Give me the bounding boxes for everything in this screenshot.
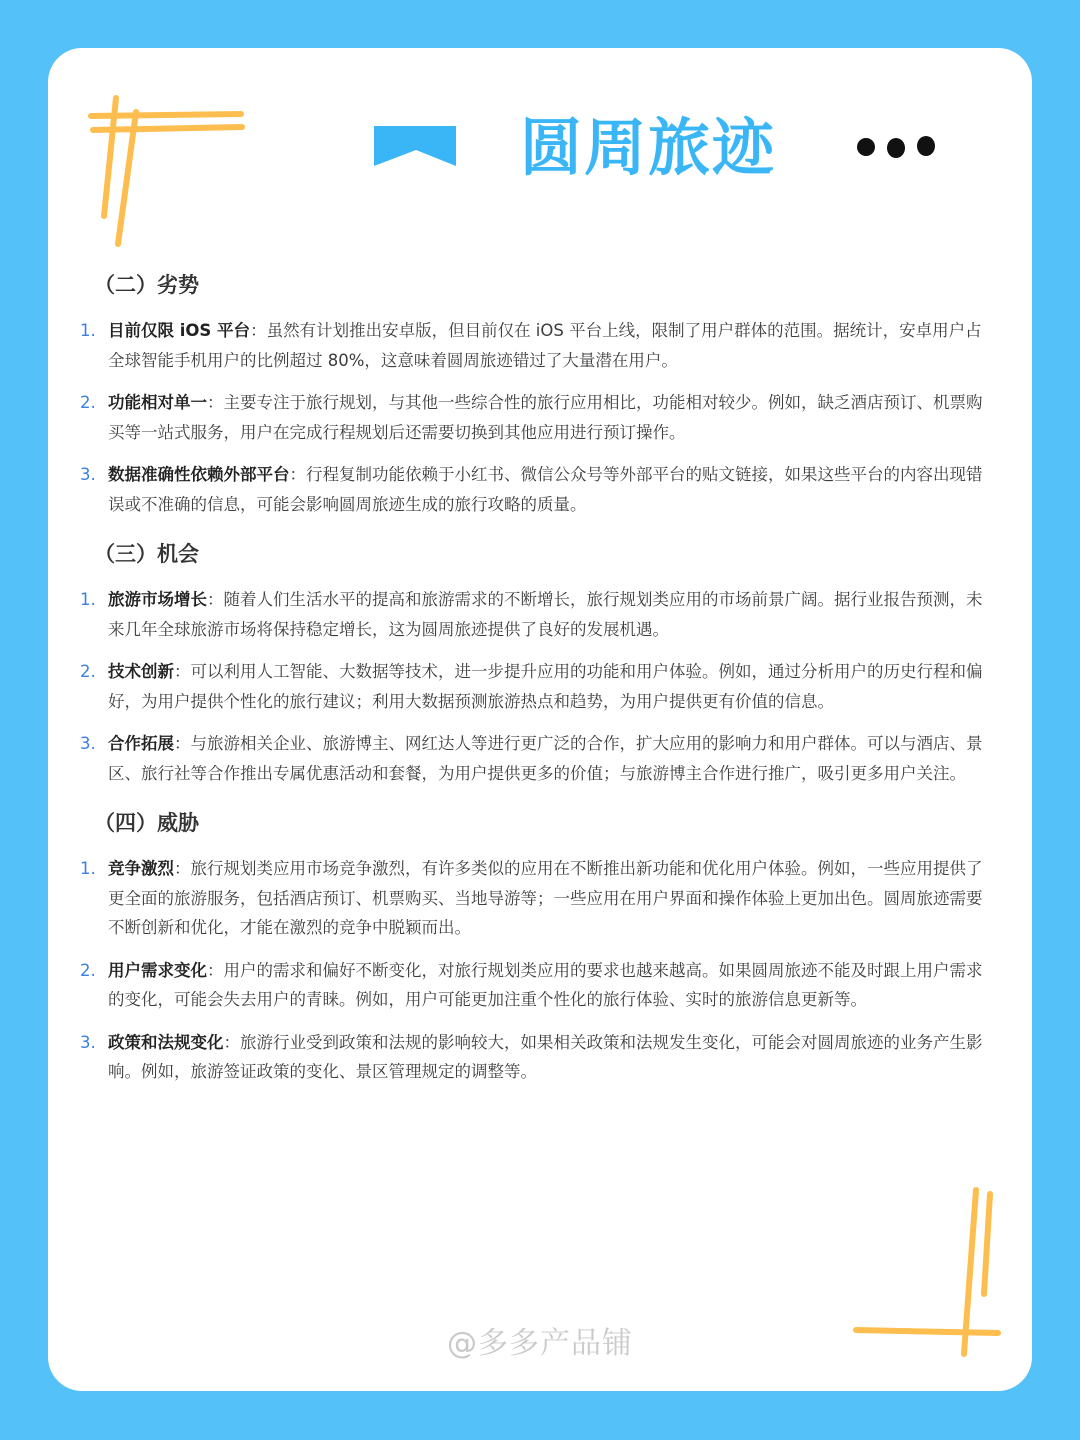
item-number: 2. [80,662,96,681]
item-text: 旅行规划类应用市场竞争激烈，有许多类似的应用在不断推出新功能和优化用户体验。例如，一些应用提供了更全面的旅游服务，包括酒店预订、机票购买、当地导游等；一些应用在用户界面和操作体验上更加出色。圆周旅迹需要不断创新和优化，才能在激烈的竞争中脱颖而出。 [108,859,983,937]
list-item [80,657,996,716]
section-title: （三）机会 [94,542,199,566]
item-lead: 技术创新 [108,662,174,681]
item-sep: ： [289,465,306,484]
item-lead: 功能相对单一 [108,393,207,412]
item-number: 3. [80,734,96,753]
ellipsis-icon [857,136,935,158]
section-title: （二）劣势 [94,273,199,297]
item-text: 随着人们生活水平的提高和旅游需求的不断增长，旅行规划类应用的市场前景广阔。据行业报告预测，未来几年全球旅游市场将保持稳定增长，这为圆周旅迹提供了良好的发展机遇。 [108,590,983,639]
item-lead: 目前仅限 iOS 平台 [108,321,251,340]
list-item [80,956,996,1015]
item-text: 可以利用人工智能、大数据等技术，进一步提升应用的功能和用户体验。例如，通过分析用户的历史行程和偏好，为用户提供个性化的旅行建议；利用大数据预测旅游热点和趋势，为用户提供更有价值的信息。 [108,662,983,711]
section-opportunities [80,537,996,788]
item-number: 1. [80,590,96,609]
item-number: 2. [80,960,96,980]
top-left-hash-decoration [91,98,242,244]
item-text: 行程复制功能依赖于小红书、微信公众号等外部平台的贴文链接，如果这些平台的内容出现错误或不准确的信息，可能会影响圆周旅迹生成的旅行攻略的质量。 [108,465,983,514]
item-sep: ： [207,960,224,980]
section-threats [80,806,996,1087]
list-item [80,854,996,943]
item-number: 1. [80,859,96,878]
item-sep: ： [250,321,267,340]
item-sep: ： [174,734,191,753]
item-lead: 旅游市场增长 [108,590,207,609]
item-number: 3. [80,1032,96,1052]
item-text: 虽然有计划推出安卓版，但目前仅在 iOS 平台上线，限制了用户群体的范围。据统计，安卓用户占全球智能手机用户的比例超过 80%，这意味着圆周旅迹错过了大量潜在用户。 [108,321,982,370]
item-lead: 用户需求变化 [108,960,207,980]
item-sep: ： [223,1032,240,1052]
item-text: 旅游行业受到政策和法规的影响较大，如果相关政策和法规发生变化，可能会对圆周旅迹的业务产生影响。例如，旅游签证政策的变化、景区管理规定的调整等。 [108,1032,983,1081]
item-sep: ： [207,590,224,609]
list-item [80,1028,996,1087]
section-weaknesses [80,268,996,519]
section-title: （四）威胁 [94,811,199,835]
list-item [80,585,996,644]
item-sep: ： [174,662,191,681]
item-sep: ： [174,859,191,878]
item-lead: 竞争激烈 [108,859,174,878]
item-text: 用户的需求和偏好不断变化，对旅行规划类应用的要求也越来越高。如果圆周旅迹不能及时跟上用户需求的变化，可能会失去用户的青睐。例如，用户可能更加注重个性化的旅行体验、实时的旅游信息更新等。 [108,960,983,1009]
bookmark-icon [374,126,456,166]
item-lead: 政策和法规变化 [108,1032,224,1052]
list-item [80,388,996,447]
watermark: @多多产品铺 [447,1326,633,1361]
item-sep: ： [207,393,224,412]
item-lead: 数据准确性依赖外部平台 [108,465,290,484]
item-number: 3. [80,465,96,484]
item-lead: 合作拓展 [108,734,174,753]
item-number: 1. [80,321,96,340]
list-item [80,316,996,375]
article-body [80,268,996,1105]
list-item [80,729,996,788]
item-text: 主要专注于旅行规划，与其他一些综合性的旅行应用相比，功能相对较少。例如，缺乏酒店预订、机票购买等一站式服务，用户在完成行程规划后还需要切换到其他应用进行预订操作。 [108,393,983,442]
item-number: 2. [80,393,96,412]
item-text: 与旅游相关企业、旅游博主、网红达人等进行更广泛的合作，扩大应用的影响力和用户群体。可以与酒店、景区、旅行社等合作推出专属优惠活动和套餐，为用户提供更多的价值；与旅游博主合作进行推广，吸引更多用户关注。 [108,734,983,783]
page-title: 圆周旅迹 [520,111,777,184]
list-item [80,460,996,519]
